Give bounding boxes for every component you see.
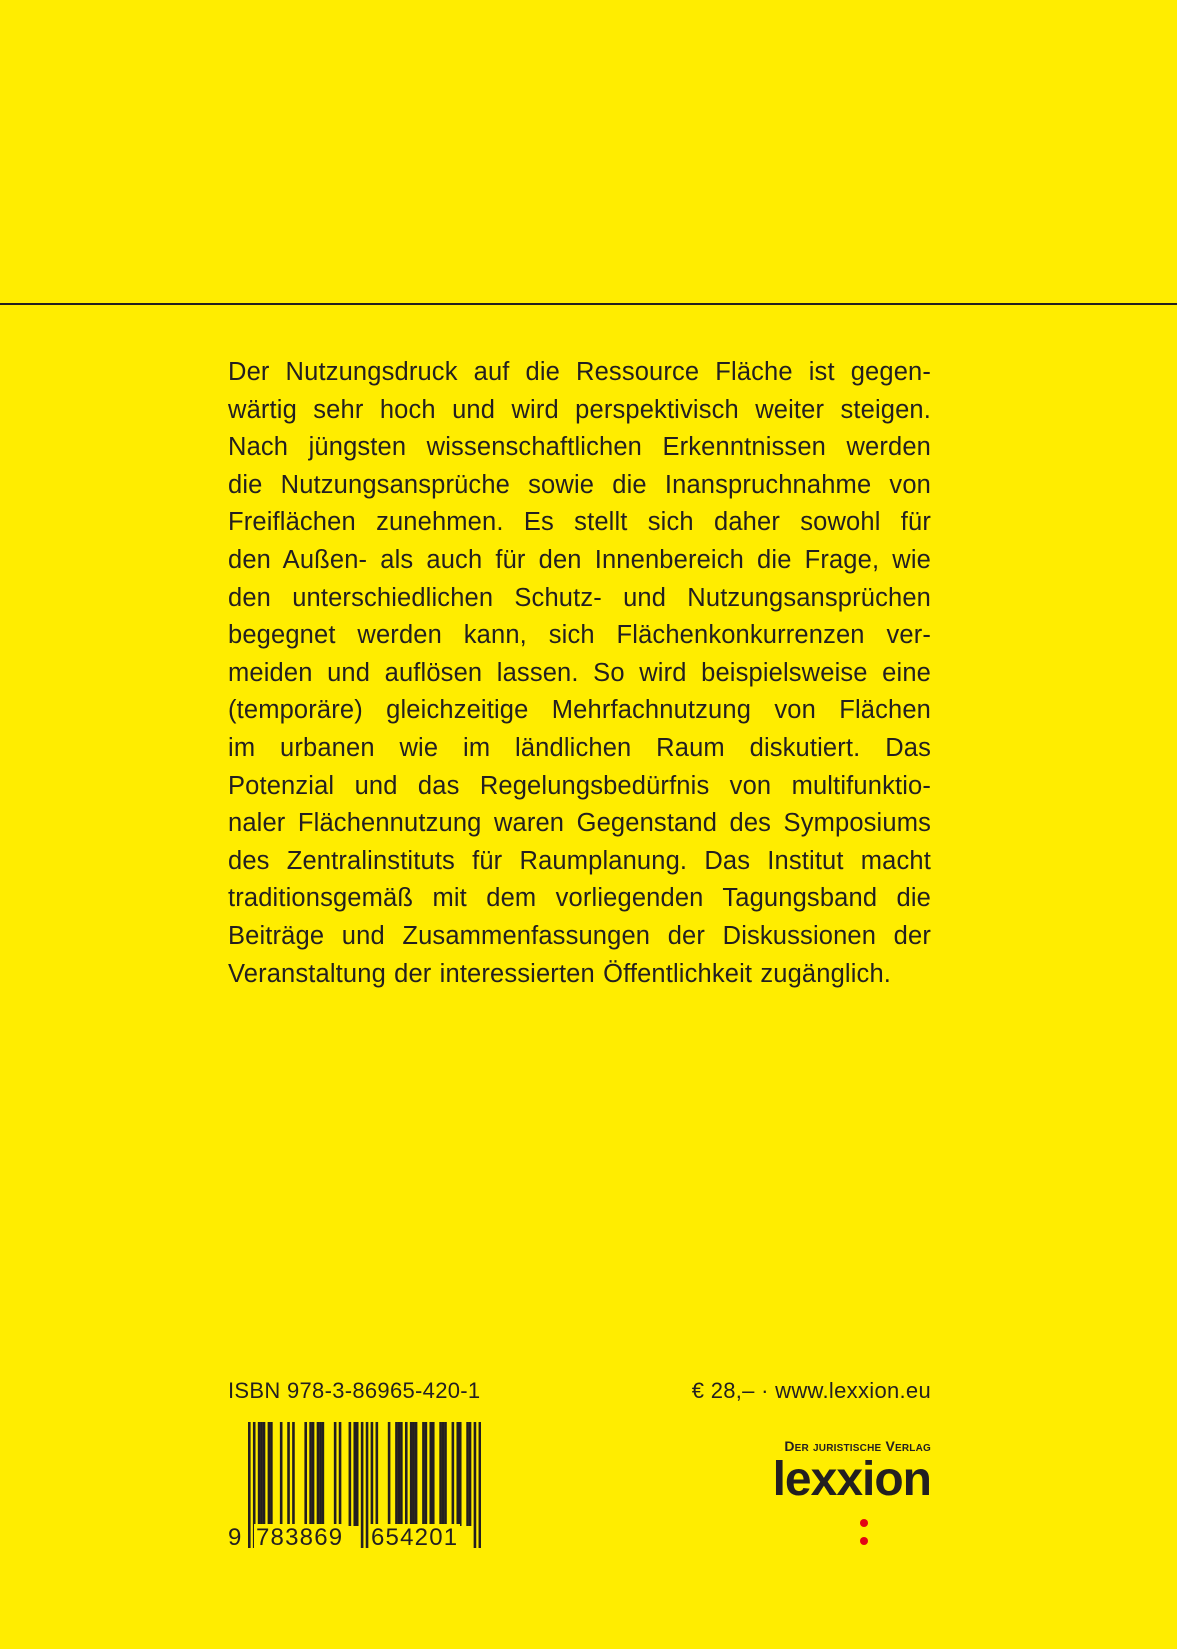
barcode-bar xyxy=(292,1422,295,1526)
barcode-bar xyxy=(270,1422,273,1526)
publisher-name: lexxion xyxy=(772,1453,931,1506)
barcode-bar xyxy=(388,1422,391,1526)
blurb-line: Beiträge und Zusammenfassungen der Diskussionen der xyxy=(228,921,931,950)
barcode-bar xyxy=(398,1422,401,1526)
red-dot-icon xyxy=(860,1537,868,1545)
barcode-bar xyxy=(339,1422,342,1526)
red-dot-icon xyxy=(860,1519,868,1527)
barcode-bar xyxy=(466,1422,469,1526)
blurb-line: Veranstaltung der interessierten Öffentlichkeit zugänglich. xyxy=(228,959,892,988)
barcode-bar xyxy=(429,1422,432,1526)
barcode-bar xyxy=(371,1422,374,1526)
barcode-bar xyxy=(258,1422,261,1526)
barcode-digits xyxy=(228,1524,481,1552)
blurb-line: traditionsgemäß mit dem vorliegenden Tagungsband die xyxy=(228,884,931,913)
blurb-line: Der Nutzungsdruck auf die Ressource Fläche ist gegen- xyxy=(228,358,931,386)
barcode-bar xyxy=(456,1422,459,1526)
blurb-line: Potenzial und das Regelungsbedürfnis von multifunktio- xyxy=(228,771,931,800)
barcode-digits-right: 654201 xyxy=(371,1524,459,1551)
blurb-line: den Außen- als auch für den Innenbereich die Frage, wie xyxy=(228,545,931,574)
barcode-bar xyxy=(469,1422,472,1526)
publisher-logo xyxy=(691,1438,931,1504)
barcode-bar xyxy=(268,1422,271,1526)
barcode-bar xyxy=(459,1422,462,1526)
barcode-digits-left: 783869 xyxy=(256,1524,344,1551)
barcode-bar xyxy=(444,1422,447,1526)
price-and-website: € 28,– · www.lexxion.eu xyxy=(691,1378,931,1403)
blurb-line: im urbanen wie im ländlichen Raum diskutiert. Das xyxy=(228,733,931,762)
barcode-bar xyxy=(400,1422,403,1526)
barcode-bar xyxy=(422,1422,425,1526)
barcode-bar xyxy=(349,1422,352,1526)
blurb-line: wärtig sehr hoch und wird perspektivisch weiter steigen. xyxy=(228,395,931,424)
barcode-bar xyxy=(263,1422,266,1526)
barcode-bar xyxy=(415,1422,418,1526)
cover-blurb xyxy=(228,354,931,993)
barcode-bar xyxy=(405,1422,408,1526)
barcode-bar xyxy=(280,1422,283,1526)
barcode-bar xyxy=(412,1422,415,1526)
blurb-line: naler Flächennutzung waren Gegenstand des Symposiums xyxy=(228,809,931,838)
barcode-bar xyxy=(287,1422,290,1526)
barcode-bar xyxy=(432,1422,435,1526)
barcode-bar xyxy=(260,1422,263,1526)
barcode-bar xyxy=(376,1422,379,1526)
blurb-line: des Zentralinstituts für Raumplanung. Das Institut macht xyxy=(228,846,931,875)
blurb-line: die Nutzungsansprüche sowie die Inanspruchnahme von xyxy=(228,470,931,499)
barcode-bar xyxy=(312,1422,315,1526)
blurb-line: den unterschiedlichen Schutz- und Nutzungsansprüchen xyxy=(228,583,931,612)
barcode-bar xyxy=(319,1422,322,1526)
barcode-bar xyxy=(353,1422,356,1526)
barcode-bar xyxy=(309,1422,312,1526)
barcode-bar xyxy=(334,1422,337,1526)
barcode-bar xyxy=(439,1422,442,1526)
blurb-line: begegnet werden kann, sich Flächenkonkurrenzen ver- xyxy=(228,621,931,650)
blurb-line: Nach jüngsten wissenschaftlichen Erkenntnissen werden xyxy=(228,433,931,462)
barcode-bar xyxy=(425,1422,428,1526)
barcode-bar xyxy=(442,1422,445,1526)
publisher-tagline: Der juristische Verlag xyxy=(784,1438,931,1454)
barcode-bar xyxy=(410,1422,413,1526)
barcode-digit-first: 9 xyxy=(228,1524,242,1551)
blurb-line: Freiflächen zunehmen. Es stellt sich daher sowohl für xyxy=(228,508,931,537)
blurb-line: (temporäre) gleichzeitige Mehrfachnutzung von Flächen xyxy=(228,696,931,725)
barcode-bar xyxy=(322,1422,325,1526)
barcode-bar xyxy=(356,1422,359,1526)
barcode-bar xyxy=(317,1422,320,1526)
barcode-bar xyxy=(304,1422,307,1526)
barcode-bar xyxy=(395,1422,398,1526)
barcode-bar xyxy=(452,1422,455,1526)
colon-dots-icon xyxy=(860,1519,868,1549)
horizontal-divider xyxy=(0,303,1177,305)
blurb-line: meiden und auflösen lassen. So wird beispielsweise eine xyxy=(228,658,931,687)
isbn-label: ISBN 978-3-86965-420-1 xyxy=(228,1378,481,1403)
